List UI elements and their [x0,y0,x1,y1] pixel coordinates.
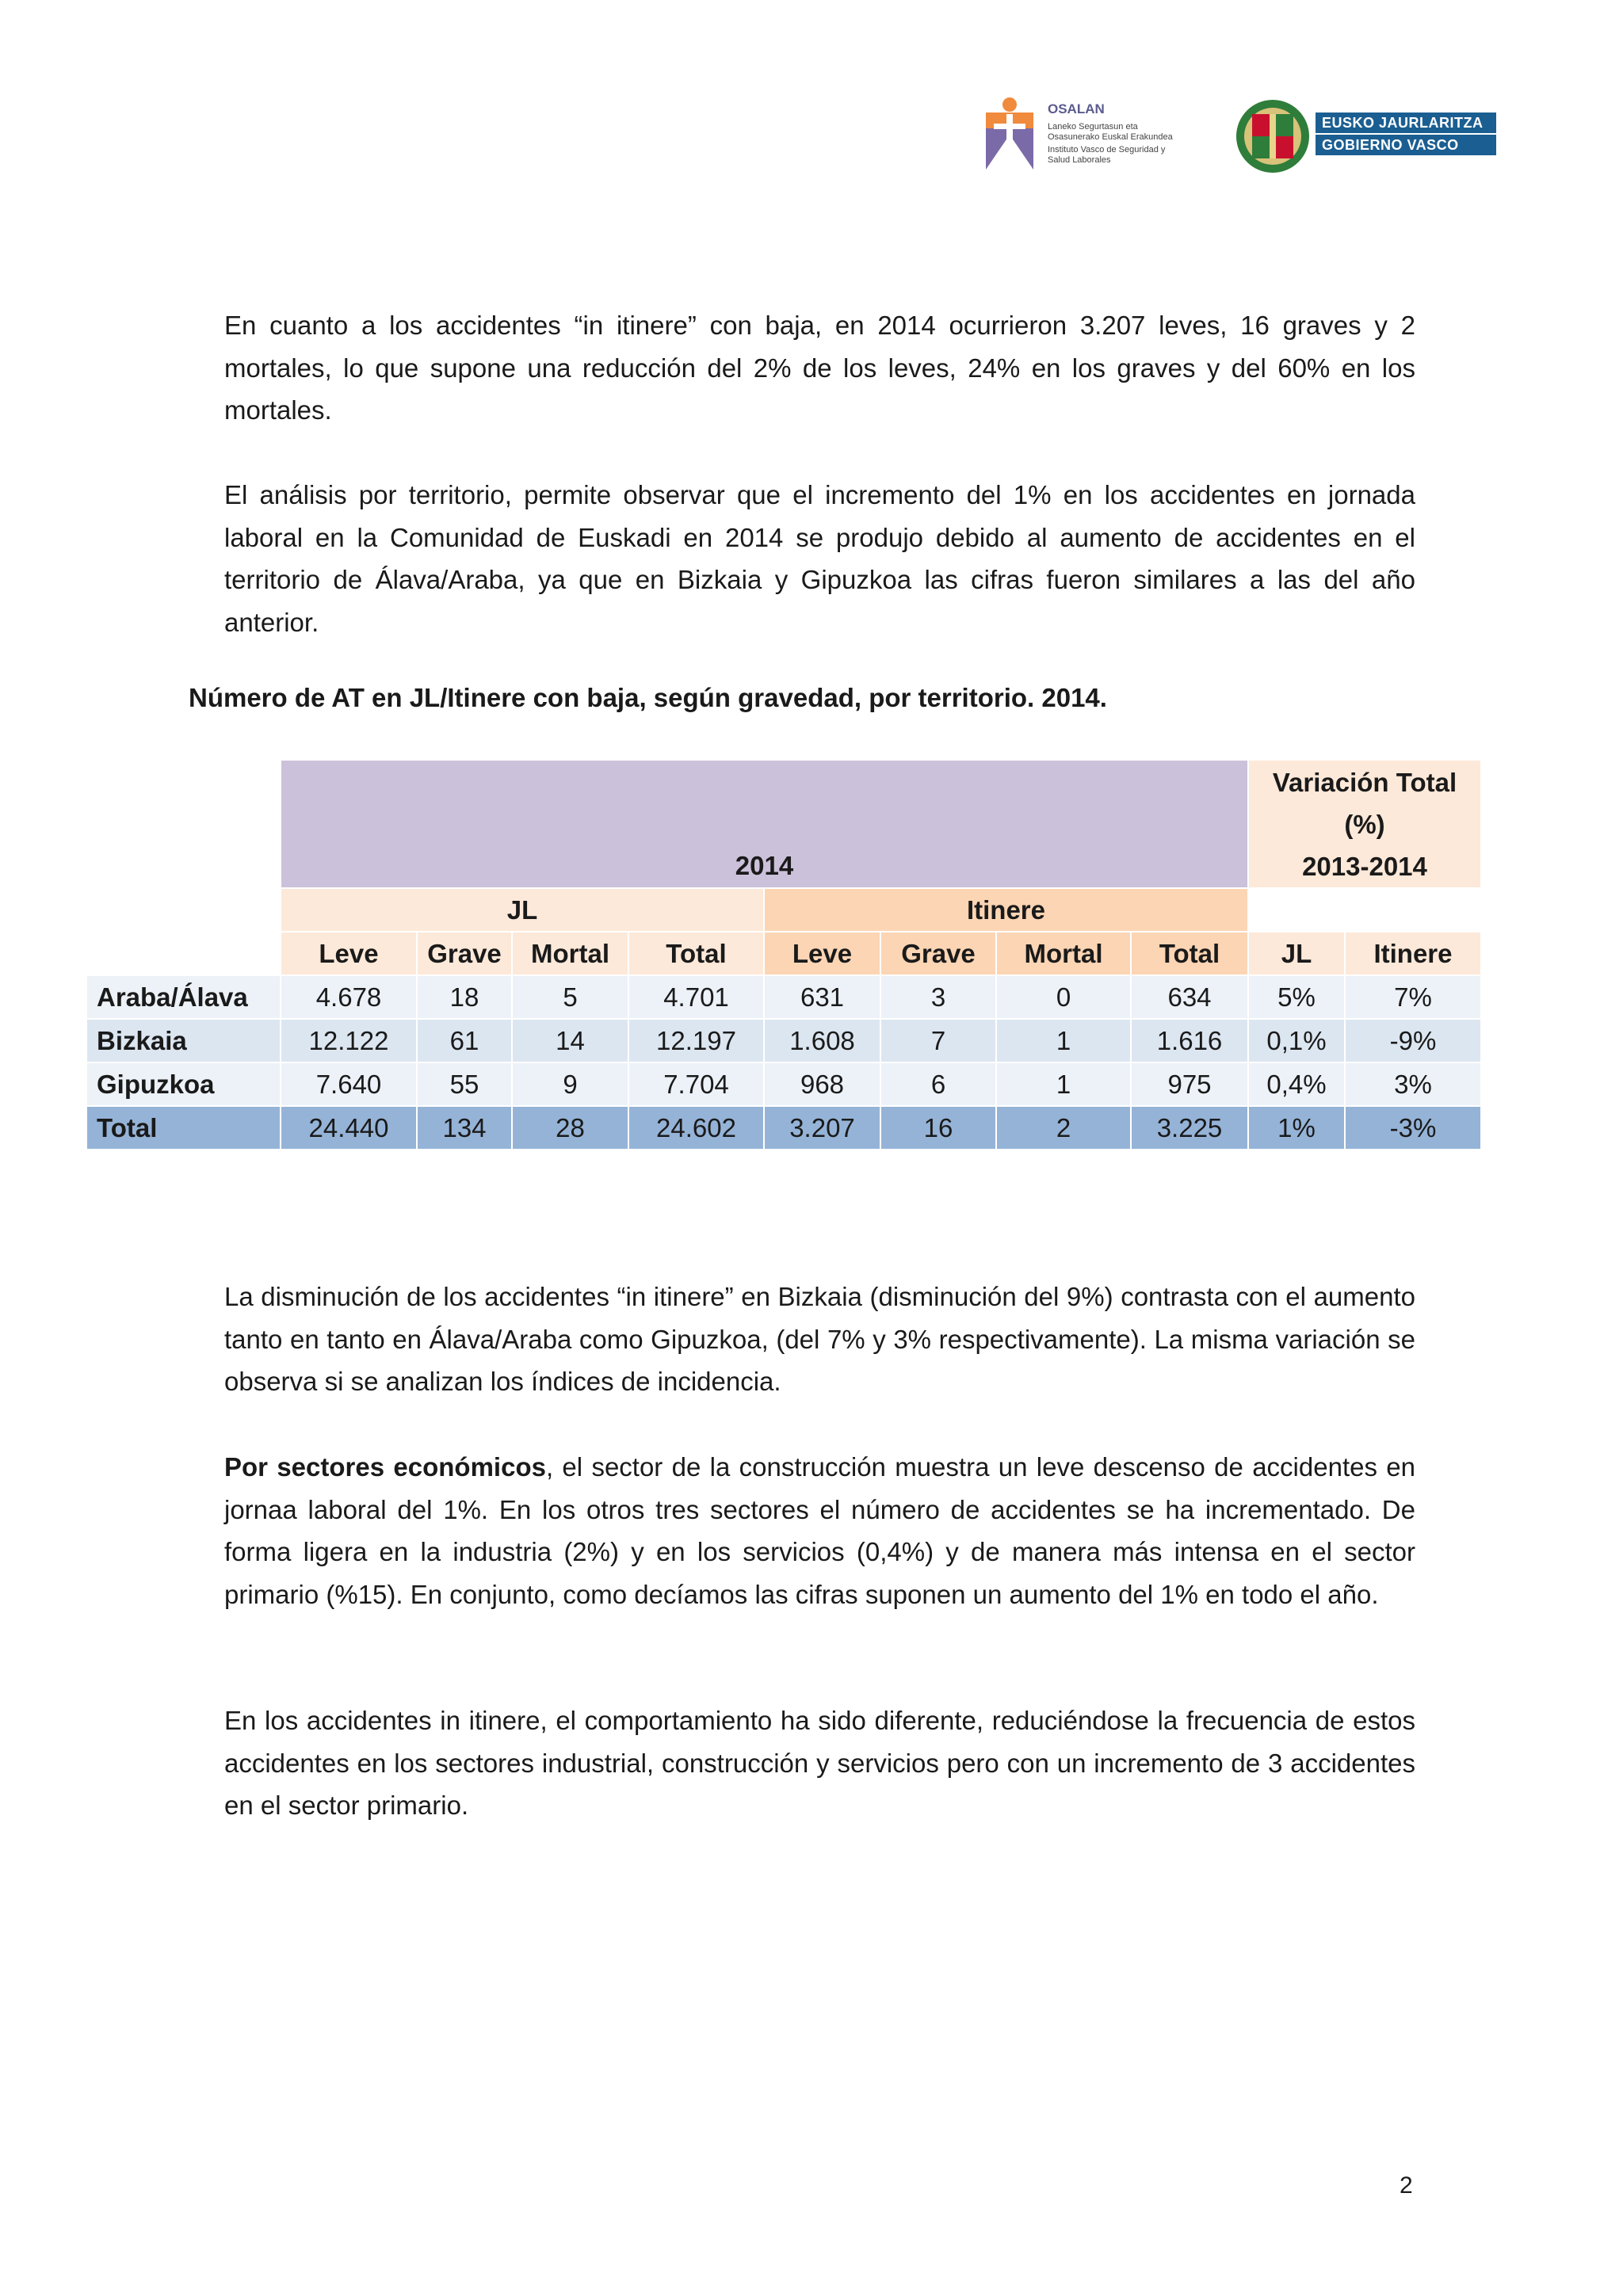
table-cell: 975 [1132,1063,1249,1107]
paragraph-territory-analysis: El análisis por territorio, permite observar que el incremento del 1% en los accidentes en jornada laboral en la Comunidad de Euskadi en 2014 se produjo debido al aumento de accidentes en el territorio de Álava/Araba, ya que en Bizkaia y Gipuzkoa las cifras fueron similares a las del año anterior. [224,480,1415,637]
page-number: 2 [1400,2172,1413,2199]
variation-header-line: 2013-2014 [1302,851,1427,881]
table-cell: 3% [1346,1063,1482,1107]
row-label: Gipuzkoa [87,1063,281,1107]
row-label: Bizkaia [87,1020,281,1063]
table-cell: 631 [765,976,881,1020]
table-row [87,1063,1482,1107]
table-empty-cell [87,933,281,976]
column-header: Leve [765,933,881,976]
table-cell: 55 [418,1063,513,1107]
table-cell: -3% [1346,1107,1482,1150]
column-header: Mortal [513,933,629,976]
gobierno-vasco-label: GOBIERNO VASCO [1316,135,1496,155]
row-label: Araba/Álava [87,976,281,1020]
column-header: Itinere [1346,933,1482,976]
variation-header-line: Variación Total [1272,767,1457,797]
table-cell: 5% [1249,976,1346,1020]
table-cell: 14 [513,1020,629,1063]
table-cell: 0 [997,976,1132,1020]
osalan-subtitle-line: Laneko Segurtasun eta [1048,122,1138,132]
osalan-figure-icon [983,95,1038,173]
variation-header [1249,761,1482,889]
table-cell: 134 [418,1107,513,1150]
column-header: JL [1249,933,1346,976]
osalan-subtitle-line: Osasunerako Euskal Erakundea [1048,132,1173,142]
table-cell: 3.225 [1132,1107,1249,1150]
osalan-name: OSALAN [1048,101,1105,116]
table-cell: 61 [418,1020,513,1063]
gobierno-vasco-logo [1235,98,1498,174]
table-cell: 1% [1249,1107,1346,1150]
sectors-text: , el sector de la construcción muestra un leve descenso de accidentes en jornaa laboral del 1%. En los otros tres sectores el número de accidentes se ha incrementado. De forma ligera en la industria (2%) y en los servicios (0,4%) y de manera más intensa en el sector primario (%15). En conjunto, como decíamos las cifras suponen un aumento del 1% en todo el año. [224,1452,1415,1609]
table-cell: 28 [513,1107,629,1150]
table-cell: 3.207 [765,1107,881,1150]
column-header: Grave [418,933,513,976]
table-cell: 3 [881,976,997,1020]
table-cell: 7 [881,1020,997,1063]
table-cell: 1 [997,1063,1132,1107]
table-cell: 12.122 [281,1020,418,1063]
table-cell: 7% [1346,976,1482,1020]
variation-header-line: (%) [1344,809,1385,839]
table-cell: 0,1% [1249,1020,1346,1063]
osalan-subtitle-line: Instituto Vasco de Seguridad y [1048,145,1166,154]
table-corner-cell [87,761,281,889]
column-header: Leve [281,933,418,976]
table-cell: 4.701 [629,976,765,1020]
column-header: Total [1132,933,1249,976]
table-cell: 24.440 [281,1107,418,1150]
sectors-heading: Por sectores económicos [224,1452,546,1482]
column-header: Mortal [997,933,1132,976]
year-header: 2014 [281,761,1249,889]
table-cell: 16 [881,1107,997,1150]
table-cell: 4.678 [281,976,418,1020]
table-cell: 24.602 [629,1107,765,1150]
osalan-subtitle-line: Salud Laborales [1048,155,1111,165]
table-caption: Número de AT en JL/Itinere con baja, según gravedad, por territorio. 2014. [189,683,1107,712]
table-cell: 18 [418,976,513,1020]
group-header-jl: JL [281,889,765,933]
paragraph-economic-sectors [224,1446,1415,1615]
table-cell: 0,4% [1249,1063,1346,1107]
paragraph-itinere-sectors: En los accidentes in itinere, el comportamiento ha sido diferente, reduciéndose la frecuencia de estos accidentes en los sectores industrial, construcción y servicios pero con un incremento de 3 accidentes en el sector primario. [224,1706,1415,1820]
table-cell: 634 [1132,976,1249,1020]
osalan-logo [983,95,1212,182]
table-cell: 9 [513,1063,629,1107]
table-empty-cell [87,889,281,933]
table-cell: 6 [881,1063,997,1107]
eusko-jaurlaritza-label: EUSKO JAURLARITZA [1316,113,1496,133]
table-cell: 5 [513,976,629,1020]
table-cell: 2 [997,1107,1132,1150]
table-total-row [87,1107,1482,1150]
table-row [87,1020,1482,1063]
table-cell: 12.197 [629,1020,765,1063]
paragraph-itinere-territory: La disminución de los accidentes “in itinere” en Bizkaia (disminución del 9%) contrasta con el aumento tanto en tanto en Álava/Araba como Gipuzkoa, (del 7% y 3% respectivamente). La misma variación se observa si se analizan los índices de incidencia. [224,1282,1415,1396]
column-header: Grave [881,933,997,976]
table-cell: 7.640 [281,1063,418,1107]
group-header-itinere: Itinere [765,889,1249,933]
table-empty-cell [1249,889,1482,933]
column-header: Total [629,933,765,976]
table-cell: 1.608 [765,1020,881,1063]
coat-of-arms-icon [1235,98,1311,174]
accidents-by-territory-table [87,761,1482,1150]
table-row [87,976,1482,1020]
table-cell: 1.616 [1132,1020,1249,1063]
table-cell: 7.704 [629,1063,765,1107]
table-cell: 968 [765,1063,881,1107]
table-cell: 1 [997,1020,1132,1063]
row-label: Total [87,1107,281,1150]
table-cell: -9% [1346,1020,1482,1063]
paragraph-itinere-summary: En cuanto a los accidentes “in itinere” con baja, en 2014 ocurrieron 3.207 leves, 16 graves y 2 mortales, lo que supone una reducción del 2% de los leves, 24% en los graves y del 60% en los mortales. [224,311,1415,425]
